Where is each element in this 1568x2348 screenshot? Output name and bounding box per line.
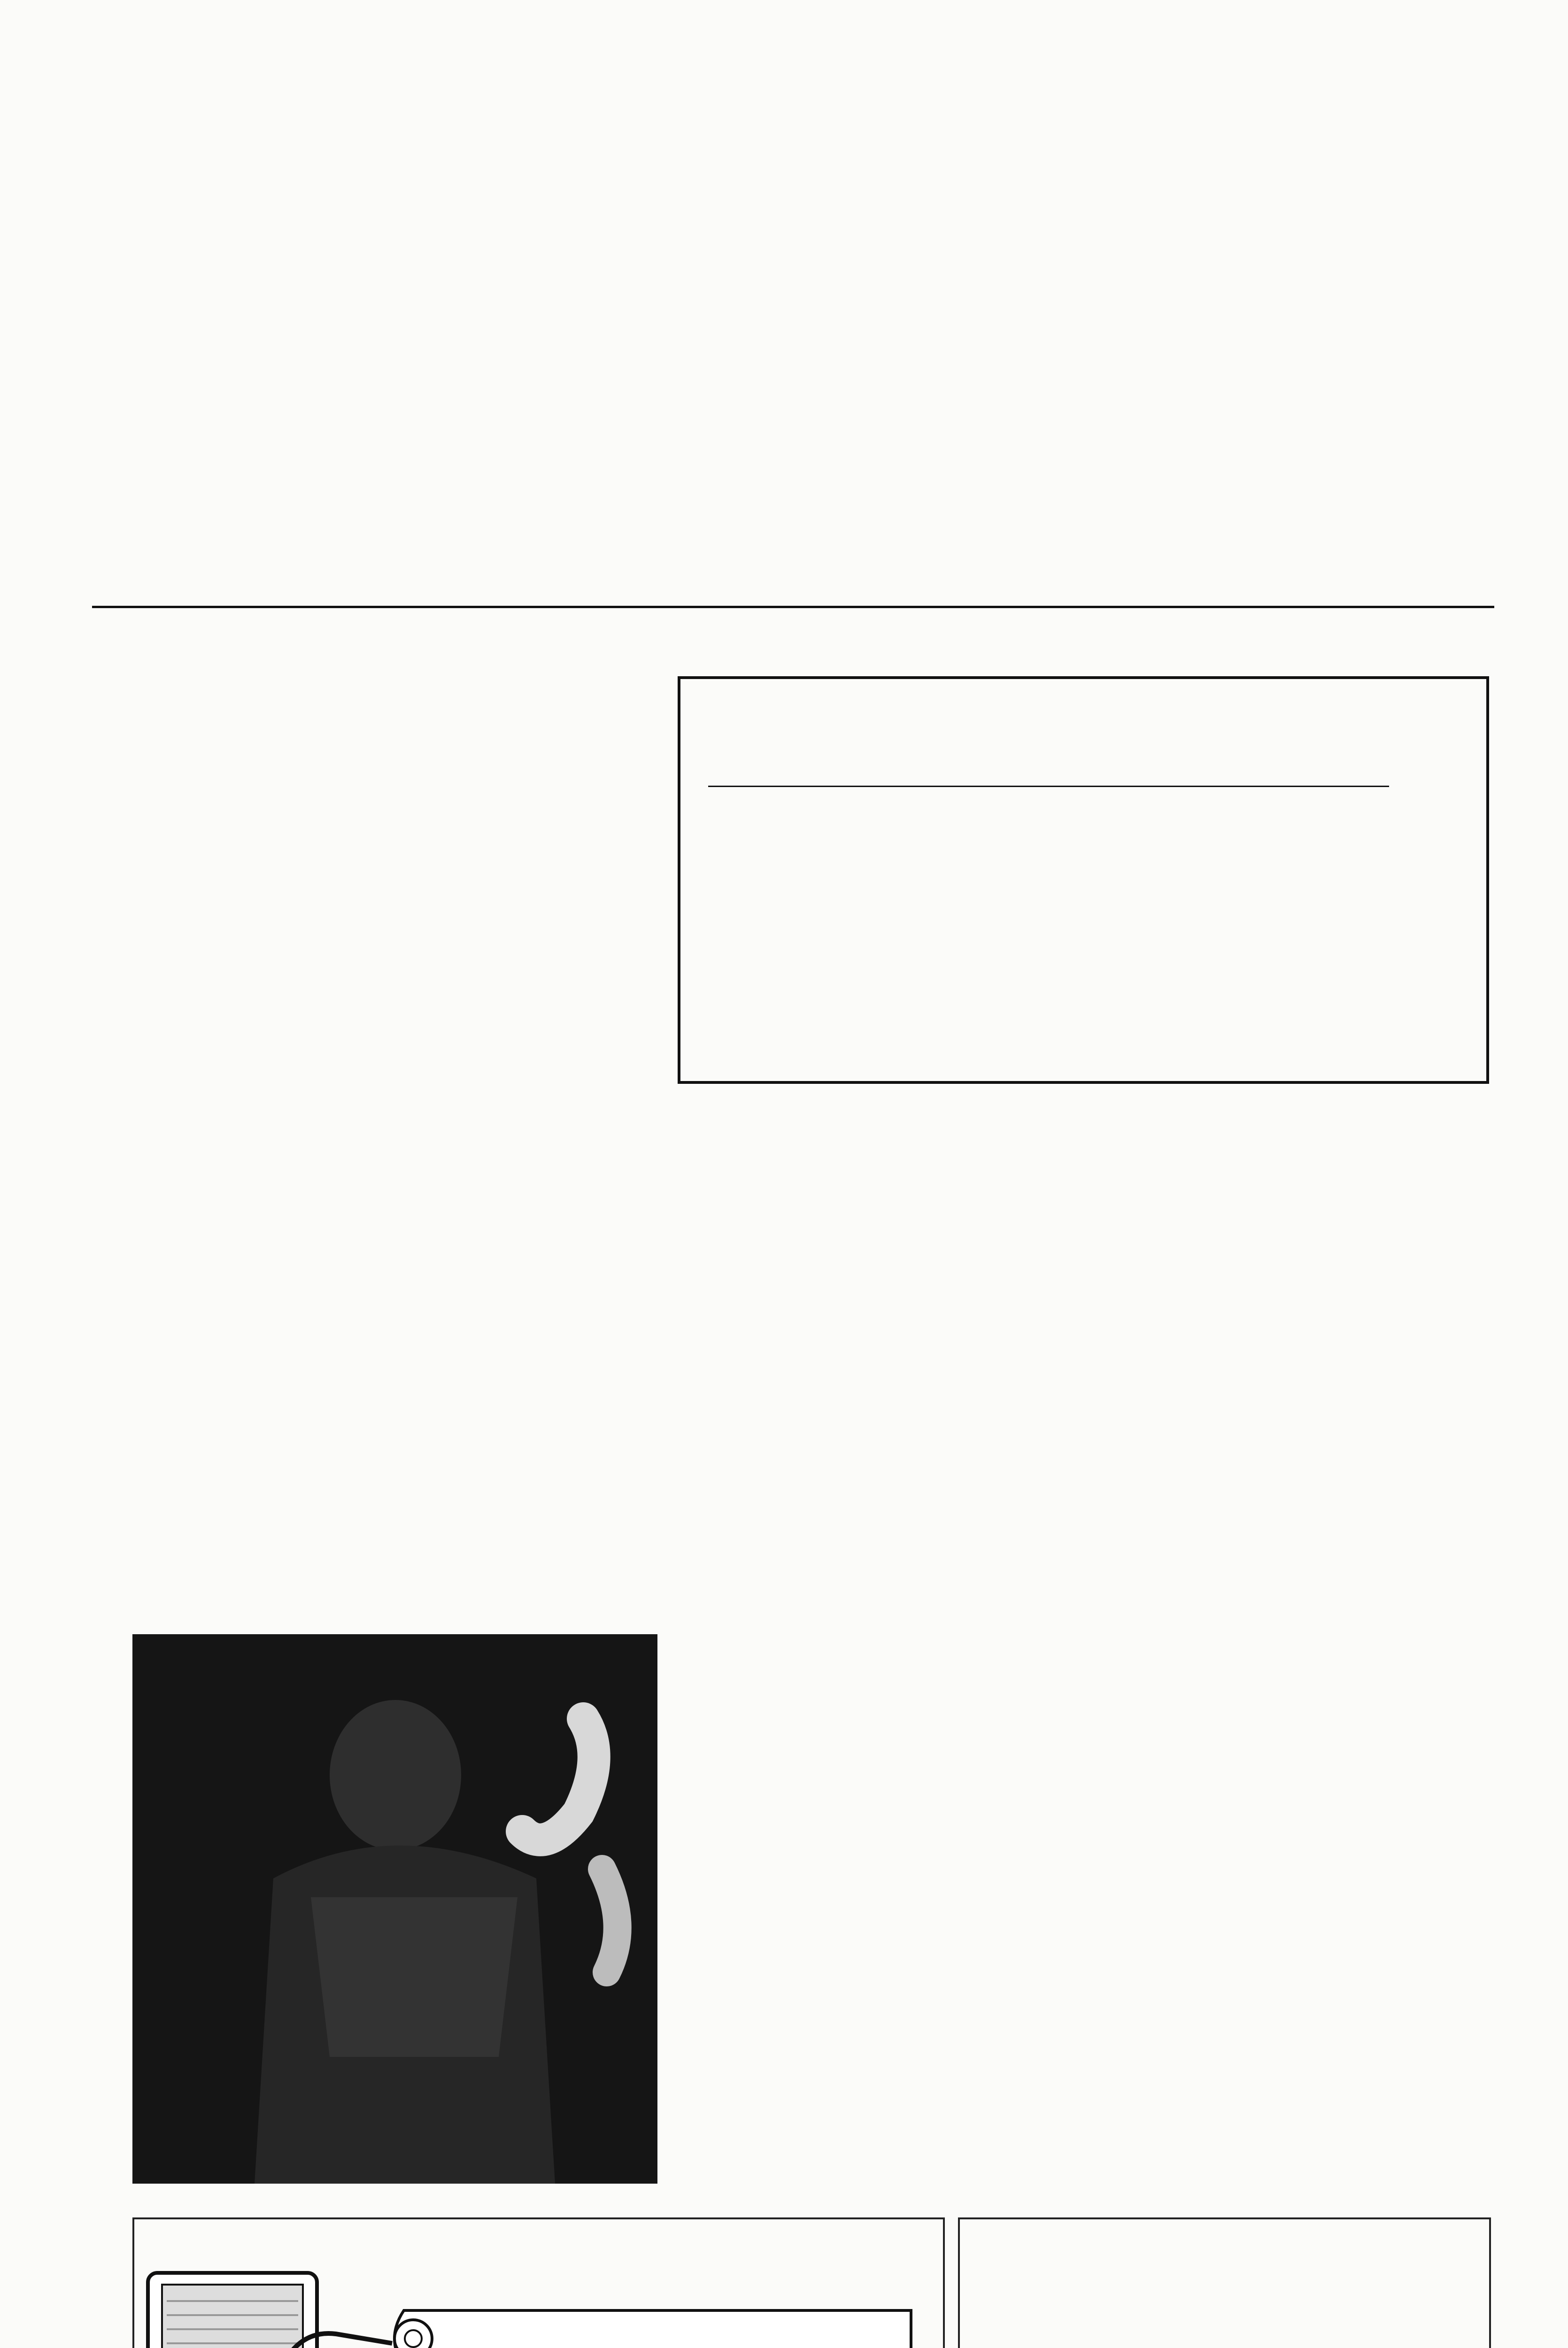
volleyball-photo (132, 1634, 657, 2184)
player-illustration (132, 1634, 657, 2184)
scroll-banner-icon (385, 2292, 930, 2348)
computer-icon (139, 2263, 402, 2348)
sport-shop-ad (958, 2217, 1491, 2348)
masthead-rule (92, 606, 1494, 608)
scoreboard-box (678, 676, 1489, 1084)
scoreboard-rule (708, 786, 1389, 787)
